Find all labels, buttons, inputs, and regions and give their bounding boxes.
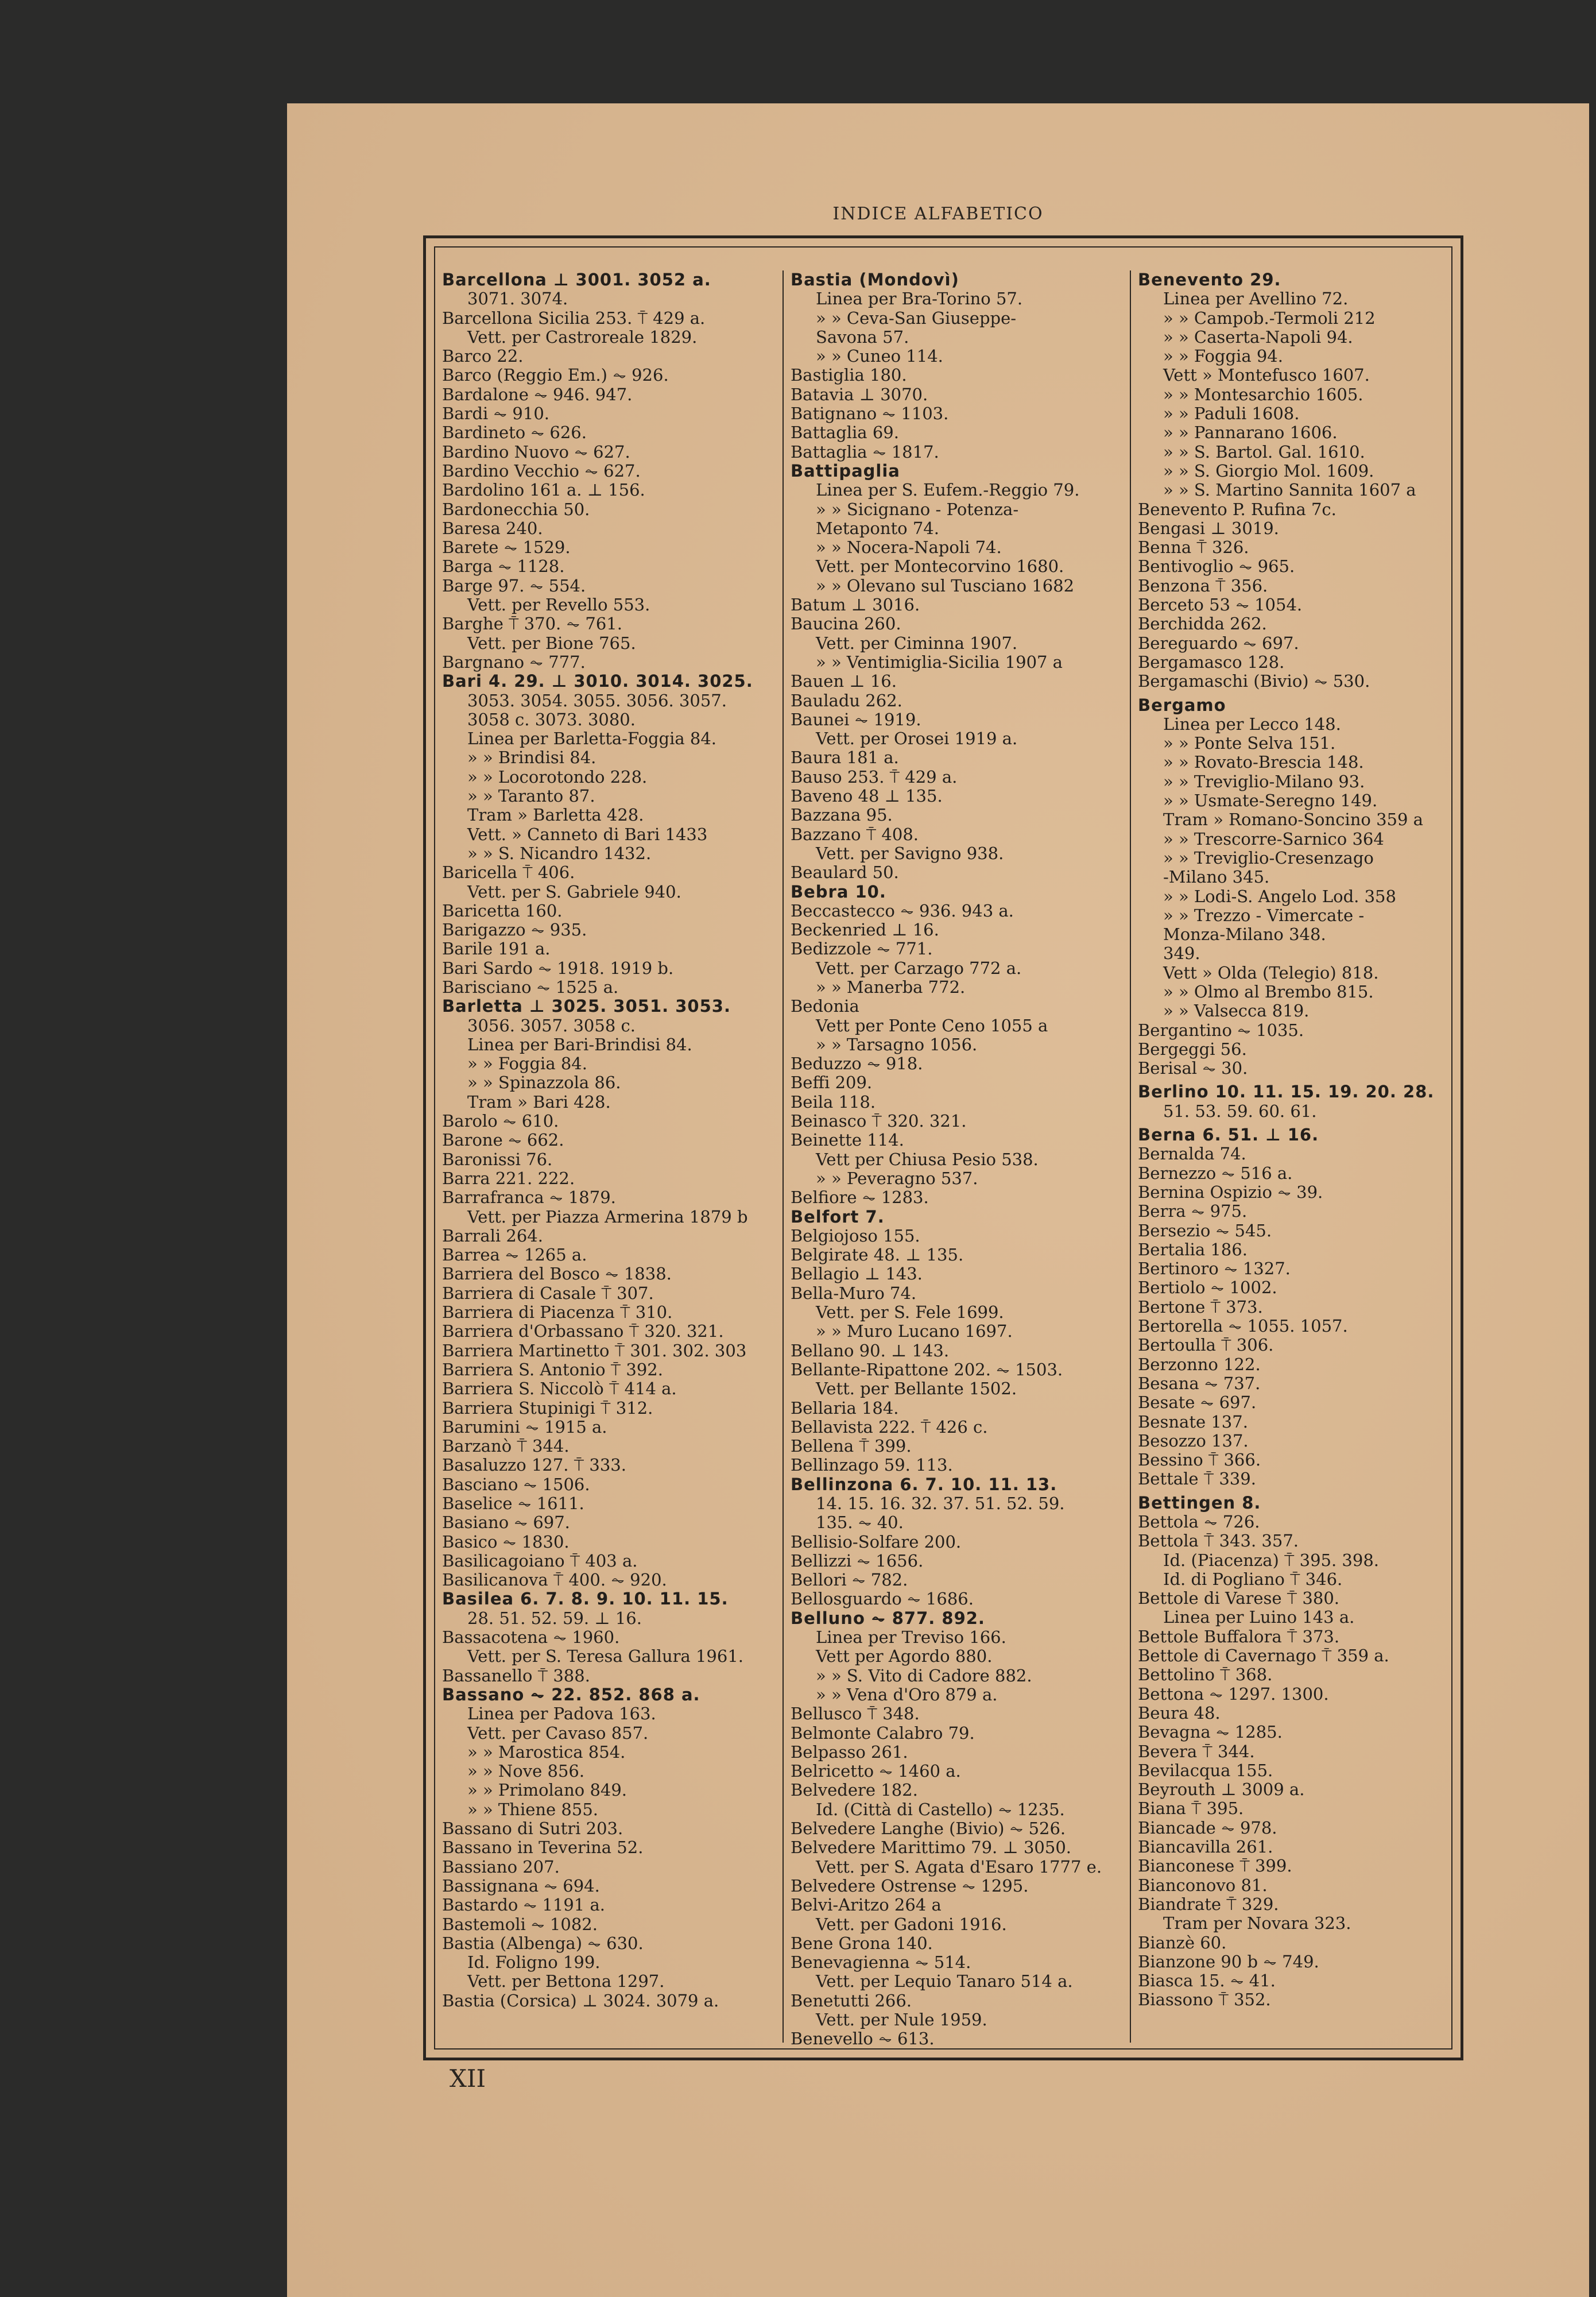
index-entry: Beila 118.	[791, 1092, 876, 1112]
index-entry: Bassiano 207.	[442, 1857, 560, 1877]
index-entry: Baricetta 160.	[442, 901, 563, 921]
index-entry: Basciano ⏦ 1506.	[442, 1475, 590, 1494]
index-entry: Bardino Vecchio ⏦ 627.	[442, 461, 641, 481]
index-frame-inner	[434, 246, 1452, 2049]
index-entry: Bettingen 8.	[1138, 1493, 1261, 1513]
index-entry: Bertiolo ⏦ 1002.	[1138, 1278, 1277, 1298]
index-entry: Bauladu 262.	[791, 691, 902, 710]
index-entry: Bardineto ⏦ 626.	[442, 423, 587, 443]
index-entry: Bertalia 186.	[1138, 1240, 1248, 1259]
index-entry: Bernezzo ⏦ 516 a.	[1138, 1163, 1293, 1183]
index-entry: Vett. per Bione 765.	[467, 633, 636, 653]
index-entry: Vett. per S. Gabriele 940.	[467, 882, 681, 902]
index-entry: » » Pannarano 1606.	[1163, 423, 1338, 443]
index-column-3	[1130, 270, 1469, 2043]
index-entry: Berra ⏦ 975.	[1138, 1202, 1248, 1221]
index-entry: Biasca 15. ⏦ 41.	[1138, 1971, 1276, 1991]
index-entry: Bardolino 161 a. ⊥ 156.	[442, 481, 645, 500]
index-entry: Basaluzzo 127. ⍑ 333.	[442, 1456, 626, 1475]
index-entry: Bettale ⍑ 339.	[1138, 1470, 1256, 1489]
index-entry: » » Olevano sul Tusciano 1682	[816, 576, 1075, 595]
index-entry: Besana ⏦ 737.	[1138, 1374, 1261, 1393]
index-entry: Barolo ⏦ 610.	[442, 1112, 559, 1131]
index-entry: Berna 6. 51. ⊥ 16.	[1138, 1126, 1319, 1145]
index-entry: Basilea 6. 7. 8. 9. 10. 11. 15.	[442, 1590, 729, 1609]
index-entry: Vett » Montefusco 1607.	[1163, 366, 1370, 385]
index-entry: Belluno ⏦ 877. 892.	[791, 1608, 985, 1628]
index-entry: Berlino 10. 11. 15. 19. 20. 28.	[1138, 1082, 1435, 1102]
index-entry: Biancavilla 261.	[1138, 1838, 1273, 1857]
index-entry: Bassacotena ⏦ 1960.	[442, 1628, 620, 1648]
index-entry: Bellizzi ⏦ 1656.	[791, 1551, 924, 1571]
index-entry: Bastia (Albenga) ⏦ 630.	[442, 1933, 644, 1953]
index-entry: Benevello ⏦ 613.	[791, 2029, 935, 2049]
index-entry: Monza-Milano 348.	[1163, 925, 1326, 945]
index-entry: Bedizzole ⏦ 771.	[791, 939, 933, 959]
index-entry: Bari Sardo ⏦ 1918. 1919 b.	[442, 958, 674, 978]
index-entry: Barriera Stupinigi ⍑ 312.	[442, 1398, 653, 1418]
index-entry: » » S. Vito di Cadore 882.	[816, 1666, 1032, 1685]
index-entry: Bettole di Cavernago ⍑ 359 a.	[1138, 1646, 1389, 1666]
index-entry: Baucina 260.	[791, 614, 901, 634]
index-entry: 3053. 3054. 3055. 3056. 3057.	[467, 691, 727, 710]
index-entry: Bettola ⍑ 343. 357.	[1138, 1532, 1299, 1551]
index-entry: Bergamaschi (Bivio) ⏦ 530.	[1138, 672, 1370, 691]
index-entry: Tram » Bari 428.	[467, 1092, 611, 1112]
index-entry: Bassano ⏦ 22. 852. 868 a.	[442, 1685, 700, 1704]
index-entry: Bardonecchia 50.	[442, 500, 590, 519]
index-entry: » » Treviglio-Cresenzago	[1163, 848, 1374, 868]
index-entry: Barriera del Bosco ⏦ 1838.	[442, 1264, 672, 1284]
index-entry: Linea per Bari-Brindisi 84.	[467, 1035, 692, 1054]
index-entry: Benevento 29.	[1138, 270, 1281, 289]
index-entry: » » Olmo al Brembo 815.	[1163, 982, 1374, 1001]
index-entry: Savona 57.	[816, 327, 909, 347]
index-entry: Belricetto ⏦ 1460 a.	[791, 1762, 961, 1781]
index-entry: Vett. per Orosei 1919 a.	[816, 729, 1018, 749]
index-entry: Bauen ⊥ 16.	[791, 672, 897, 691]
index-entry: Berzonno 122.	[1138, 1355, 1261, 1374]
index-entry: Besnate 137.	[1138, 1412, 1248, 1432]
index-entry: Batavia ⊥ 3070.	[791, 385, 928, 404]
index-entry: Vett. per Nule 1959.	[816, 2010, 987, 2030]
index-entry: » » Ponte Selva 151.	[1163, 734, 1336, 753]
index-entry: » » Muro Lucano 1697.	[816, 1322, 1013, 1341]
index-entry: » » S. Giorgio Mol. 1609.	[1163, 461, 1374, 481]
page-number: XII	[450, 2064, 486, 2093]
index-column-1	[435, 270, 774, 2043]
index-entry: Metaponto 74.	[816, 519, 939, 538]
index-entry: Bellori ⏦ 782.	[791, 1571, 908, 1590]
index-entry: Vett per Agordo 880.	[816, 1647, 993, 1666]
index-entry: Vett. per Cavaso 857.	[467, 1723, 649, 1743]
index-entry: » » Ceva-San Giuseppe-	[816, 308, 1017, 328]
index-entry: Belvedere Ostrense ⏦ 1295.	[791, 1876, 1029, 1896]
index-entry: » » Primolano 849.	[467, 1781, 627, 1800]
index-frame	[423, 235, 1463, 2060]
index-entry: Belgirate 48. ⊥ 135.	[791, 1246, 964, 1265]
index-entry: » » Foggia 84.	[467, 1054, 587, 1074]
index-entry: Benna ⍑ 326.	[1138, 538, 1249, 558]
index-entry: Bettona ⏦ 1297. 1300.	[1138, 1684, 1329, 1704]
index-entry: Bettole Buffalora ⍑ 373.	[1138, 1627, 1340, 1646]
index-entry: Barghe ⍑ 370. ⏦ 761.	[442, 614, 622, 634]
index-entry: Battipaglia	[791, 461, 900, 481]
index-entry: Beyrouth ⊥ 3009 a.	[1138, 1780, 1305, 1800]
index-entry: Bellavista 222. ⍑ 426 c.	[791, 1417, 988, 1437]
index-entry: » » Ventimiglia-Sicilia 1907 a	[816, 652, 1063, 672]
index-entry: Bari 4. 29. ⊥ 3010. 3014. 3025.	[442, 672, 753, 691]
index-entry: Tram » Barletta 428.	[467, 806, 644, 825]
index-entry: Beaulard 50.	[791, 863, 899, 883]
index-entry: Beduzzo ⏦ 918.	[791, 1054, 923, 1074]
index-entry: Barrea ⏦ 1265 a.	[442, 1246, 587, 1265]
index-entry: » » Manerba 772.	[816, 977, 966, 997]
index-entry: Belvi-Aritzo 264 a	[791, 1896, 942, 1915]
index-entry: Vett » Olda (Telegio) 818.	[1163, 963, 1379, 983]
index-entry: Vett per Ponte Ceno 1055 a	[816, 1016, 1048, 1035]
index-entry: Vett. per Montecorvino 1680.	[816, 557, 1064, 577]
index-entry: Bellusco ⍑ 348.	[791, 1704, 920, 1724]
index-entry: Bargnano ⏦ 777.	[442, 652, 586, 672]
index-entry: » » S. Bartol. Gal. 1610.	[1163, 442, 1365, 462]
index-entry: Barone ⏦ 662.	[442, 1131, 564, 1150]
index-entry: Biassono ⍑ 352.	[1138, 1990, 1271, 2010]
index-entry: Bergantino ⏦ 1035.	[1138, 1020, 1304, 1040]
index-entry: Baselice ⏦ 1611.	[442, 1494, 584, 1513]
index-entry: » » Rovato-Brescia 148.	[1163, 753, 1364, 772]
index-entry: Id. (Città di Castello) ⏦ 1235.	[816, 1800, 1065, 1819]
index-entry: Barriera S. Antonio ⍑ 392.	[442, 1360, 663, 1379]
index-entry: Biancade ⏦ 978.	[1138, 1818, 1277, 1838]
index-entry: Linea per Padova 163.	[467, 1704, 656, 1724]
index-entry: » » Locorotondo 228.	[467, 767, 648, 787]
index-entry: Bazzana 95.	[791, 806, 893, 825]
index-entry: Bardino Nuovo ⏦ 627.	[442, 442, 630, 462]
index-entry: Barrafranca ⏦ 1879.	[442, 1188, 616, 1208]
page-header: INDICE ALFABETICO	[832, 204, 1044, 224]
index-entry: Barge 97. ⏦ 554.	[442, 576, 586, 595]
index-entry: Belmonte Calabro 79.	[791, 1723, 975, 1743]
index-entry: Barco (Reggio Em.) ⏦ 926.	[442, 366, 669, 385]
index-entry: Barumini ⏦ 1915 a.	[442, 1417, 607, 1437]
index-entry: » » Paduli 1608.	[1163, 404, 1300, 424]
index-entry: Barcellona Sicilia 253. ⍑ 429 a.	[442, 308, 706, 328]
index-entry: Bengasi ⊥ 3019.	[1138, 519, 1279, 538]
index-entry: Bergamo	[1138, 695, 1226, 715]
index-entry: Benzona ⍑ 356.	[1138, 576, 1268, 595]
index-entry: Vett. per Carzago 772 a.	[816, 958, 1022, 978]
index-entry: Bianconese ⍑ 399.	[1138, 1857, 1292, 1876]
index-entry: Berceto 53 ⏦ 1054.	[1138, 595, 1303, 615]
index-entry: Bassignana ⏦ 694.	[442, 1876, 600, 1896]
index-entry: Biandrate ⍑ 329.	[1138, 1894, 1279, 1914]
index-entry: Belvedere Marittimo 79. ⊥ 3050.	[791, 1838, 1071, 1858]
index-entry: Bereguardo ⏦ 697.	[1138, 633, 1299, 653]
index-entry: Barcellona ⊥ 3001. 3052 a.	[442, 270, 711, 289]
index-entry: 28. 51. 52. 59. ⊥ 16.	[467, 1608, 642, 1628]
index-entry: » » Usmate-Seregno 149.	[1163, 791, 1378, 811]
index-entry: » » S. Nicandro 1432.	[467, 844, 652, 863]
index-entry: Bettola ⏦ 726.	[1138, 1513, 1260, 1532]
index-entry: Belvedere Langhe (Bivio) ⏦ 526.	[791, 1819, 1066, 1839]
index-entry: Basiano ⏦ 697.	[442, 1513, 570, 1533]
index-entry: » » Caserta-Napoli 94.	[1163, 327, 1353, 347]
index-entry: Bene Grona 140.	[791, 1933, 933, 1953]
index-entry: Belvedere 182.	[791, 1781, 918, 1800]
index-entry: Bazzano ⍑ 408.	[791, 825, 919, 844]
index-entry: » » Trezzo - Vimercate -	[1163, 906, 1365, 925]
index-entry: Vett. per Savigno 938.	[816, 844, 1004, 863]
index-entry: Linea per Luino 143 a.	[1163, 1608, 1355, 1627]
index-entry: Bellena ⍑ 399.	[791, 1437, 912, 1456]
index-entry: Bianzè 60.	[1138, 1933, 1227, 1952]
index-entry: Linea per Treviso 166.	[816, 1628, 1006, 1648]
index-entry: Bellagio ⊥ 143.	[791, 1264, 923, 1284]
index-entry: » » Tarsagno 1056.	[816, 1035, 978, 1054]
index-entry: » » Marostica 854.	[467, 1742, 626, 1762]
index-entry: Beinasco ⍑ 320. 321.	[791, 1112, 967, 1131]
book-page	[287, 103, 1589, 2297]
index-entry: Vett. per Lequio Tanaro 514 a.	[816, 1972, 1073, 1991]
index-entry: Vett. per Castroreale 1829.	[467, 327, 698, 347]
index-column-2	[782, 270, 1121, 2049]
index-entry: Beura 48.	[1138, 1703, 1221, 1723]
index-entry: Barete ⏦ 1529.	[442, 538, 571, 558]
index-entry: Vett. per Bettona 1297.	[467, 1972, 665, 1991]
index-entry: Battaglia 69.	[791, 423, 899, 443]
index-entry: » » Lodi-S. Angelo Lod. 358	[1163, 887, 1396, 906]
index-entry: Bentivoglio ⏦ 965.	[1138, 557, 1295, 577]
index-entry: Id. di Pogliano ⍑ 346.	[1163, 1569, 1343, 1589]
index-entry: Bernalda 74.	[1138, 1144, 1246, 1164]
index-entry: Id. (Piacenza) ⍑ 395. 398.	[1163, 1550, 1380, 1570]
index-entry: Batignano ⏦ 1103.	[791, 404, 949, 424]
index-entry: Bassano in Teverina 52.	[442, 1838, 644, 1858]
index-entry: Bellante-Ripattone 202. ⏦ 1503.	[791, 1360, 1063, 1379]
index-entry: Barile 191 a.	[442, 939, 551, 959]
index-entry: Bastia (Corsica) ⊥ 3024. 3079 a.	[442, 1991, 719, 2010]
index-entry: Vett. per S. Agata d'Esaro 1777 e.	[816, 1857, 1102, 1877]
index-entry: Bianzone 90 b ⏦ 749.	[1138, 1952, 1319, 1971]
index-entry: Bastia (Mondovì)	[791, 270, 959, 289]
index-entry: Vett. per Ciminna 1907.	[816, 633, 1018, 653]
index-entry: » » Sicignano - Potenza-	[816, 500, 1019, 519]
index-entry: Berisal ⏦ 30.	[1138, 1059, 1248, 1078]
index-entry: » » Brindisi 84.	[467, 748, 596, 768]
index-entry: Bardalone ⏦ 946. 947.	[442, 385, 633, 404]
index-entry: Bianconovo 81.	[1138, 1876, 1268, 1895]
index-entry: Beckenried ⊥ 16.	[791, 921, 939, 940]
index-entry: Belpasso 261.	[791, 1742, 908, 1762]
index-entry: Baresa 240.	[442, 519, 543, 538]
index-entry: Vett. per Piazza Armerina 1879 b	[467, 1207, 748, 1227]
index-entry: Vett per Chiusa Pesio 538.	[816, 1150, 1039, 1169]
index-entry: 14. 15. 16. 32. 37. 51. 52. 59.	[816, 1494, 1065, 1513]
index-entry: Bernina Ospizio ⏦ 39.	[1138, 1182, 1323, 1202]
index-entry: Basilicagoiano ⍑ 403 a.	[442, 1551, 638, 1571]
index-entry: Barga ⏦ 1128.	[442, 557, 565, 577]
index-entry: Besate ⏦ 697.	[1138, 1393, 1257, 1413]
index-entry: Baronissi 76.	[442, 1150, 553, 1169]
index-entry: Vett. per Revello 553.	[467, 595, 650, 615]
index-entry: Linea per Lecco 148.	[1163, 714, 1341, 734]
index-entry: Bastardo ⏦ 1191 a.	[442, 1896, 605, 1915]
index-entry: Bertinoro ⏦ 1327.	[1138, 1259, 1291, 1279]
index-entry: Bessino ⍑ 366.	[1138, 1451, 1261, 1470]
index-entry: » » Montesarchio 1605.	[1163, 385, 1363, 404]
index-entry: 3071. 3074.	[467, 289, 568, 309]
index-entry: » » Nocera-Napoli 74.	[816, 538, 1002, 558]
index-entry: Beffi 209.	[791, 1073, 873, 1093]
index-entry: 349.	[1163, 944, 1200, 964]
index-entry: Barriera S. Niccolò ⍑ 414 a.	[442, 1379, 677, 1399]
index-entry: » » Spinazzola 86.	[467, 1073, 621, 1093]
index-entry: Barzanò ⍑ 344.	[442, 1437, 570, 1456]
index-entry: » » S. Martino Sannita 1607 a	[1163, 481, 1416, 500]
index-entry: Bergeggi 56.	[1138, 1039, 1247, 1059]
index-entry: Id. Foligno 199.	[467, 1953, 601, 1973]
index-entry: Bebra 10.	[791, 882, 886, 902]
index-entry: Belgiojoso 155.	[791, 1226, 920, 1246]
index-entry: Linea per Avellino 72.	[1163, 289, 1349, 309]
index-entry: 51. 53. 59. 60. 61.	[1163, 1101, 1317, 1121]
index-entry: » » Peveragno 537.	[816, 1169, 978, 1188]
index-entry: Baunei ⏦ 1919.	[791, 710, 921, 729]
index-entry: » » Taranto 87.	[467, 787, 595, 806]
index-entry: Barletta ⊥ 3025. 3051. 3053.	[442, 997, 731, 1016]
index-entry: » » Nove 856.	[467, 1762, 585, 1781]
index-entry: Barriera di Piacenza ⍑ 310.	[442, 1303, 673, 1322]
index-entry: Bettolino ⍑ 368.	[1138, 1665, 1273, 1685]
index-entry: Battaglia ⏦ 1817.	[791, 442, 939, 462]
index-entry: Bergamasco 128.	[1138, 652, 1285, 672]
index-entry: 3058 c. 3073. 3080.	[467, 710, 636, 729]
index-entry: Bassano di Sutri 203.	[442, 1819, 623, 1839]
index-entry: Baveno 48 ⊥ 135.	[791, 787, 943, 806]
index-entry: Barriera Martinetto ⍑ 301. 302. 303	[442, 1341, 747, 1360]
index-entry: Bastemoli ⏦ 1082.	[442, 1915, 598, 1934]
index-entry: Basico ⏦ 1830.	[442, 1532, 570, 1552]
index-entry: Bertorella ⏦ 1055. 1057.	[1138, 1317, 1348, 1336]
index-entry: Bellosguardo ⏦ 1686.	[791, 1590, 974, 1609]
index-entry: Benevento P. Rufina 7c.	[1138, 500, 1337, 519]
index-entry: Biana ⍑ 395.	[1138, 1799, 1244, 1819]
index-entry: -Milano 345.	[1163, 868, 1270, 887]
index-entry: Baricella ⍑ 406.	[442, 863, 575, 883]
index-entry: Belfort 7.	[791, 1207, 885, 1227]
index-entry: Tram » Romano-Soncino 359 a	[1163, 810, 1423, 830]
index-entry: Vett. per Gadoni 1916.	[816, 1915, 1007, 1934]
index-entry: Bardi ⏦ 910.	[442, 404, 550, 424]
index-entry: » » Valsecca 819.	[1163, 1001, 1310, 1021]
index-entry: Besozzo 137.	[1138, 1431, 1249, 1451]
index-entry: Bevagna ⏦ 1285.	[1138, 1723, 1283, 1742]
index-entry: Vett. per S. Teresa Gallura 1961.	[467, 1647, 744, 1666]
index-entry: Linea per Barletta-Foggia 84.	[467, 729, 717, 749]
index-entry: Beccastecco ⏦ 936. 943 a.	[791, 901, 1014, 921]
index-entry: 135. ⏦ 40.	[816, 1513, 904, 1533]
index-entry: Bellano 90. ⊥ 143.	[791, 1341, 950, 1360]
index-entry: Bastiglia 180.	[791, 366, 907, 385]
index-entry: Barriera di Casale ⍑ 307.	[442, 1283, 654, 1303]
index-entry: Baura 181 a.	[791, 748, 899, 768]
index-entry: Bersezio ⏦ 545.	[1138, 1221, 1272, 1240]
index-entry: Bella-Muro 74.	[791, 1283, 917, 1303]
index-entry: Bedonia	[791, 997, 859, 1016]
index-entry: » » Foggia 94.	[1163, 347, 1283, 366]
index-entry: Vett. per S. Fele 1699.	[816, 1303, 1004, 1322]
index-entry: Vett. » Canneto di Bari 1433	[467, 825, 708, 844]
index-entry: Bellaria 184.	[791, 1398, 899, 1418]
index-entry: Bettole di Varese ⍑ 380.	[1138, 1589, 1339, 1608]
index-entry: Batum ⊥ 3016.	[791, 595, 920, 615]
index-entry: Basilicanova ⍑ 400. ⏦ 920.	[442, 1571, 667, 1590]
index-entry: Barigazzo ⏦ 935.	[442, 921, 587, 940]
index-entry: Linea per Bra-Torino 57.	[816, 289, 1023, 309]
index-entry: » » Vena d'Oro 879 a.	[816, 1685, 998, 1704]
index-entry: 3056. 3057. 3058 c.	[467, 1016, 636, 1035]
index-entry: Berchidda 262.	[1138, 614, 1267, 634]
index-entry: Bellinzago 59. 113.	[791, 1456, 953, 1475]
index-entry: Bassanello ⍑ 388.	[442, 1666, 590, 1685]
index-entry: Tram per Novara 323.	[1163, 1914, 1351, 1933]
index-entry: » » Trescorre-Sarnico 364	[1163, 829, 1384, 849]
index-entry: Linea per S. Eufem.-Reggio 79.	[816, 481, 1080, 500]
index-entry: Barriera d'Orbassano ⍑ 320. 321.	[442, 1322, 724, 1341]
index-entry: Beinette 114.	[791, 1131, 904, 1150]
index-entry: Belfiore ⏦ 1283.	[791, 1188, 929, 1208]
index-entry: Barrali 264.	[442, 1226, 543, 1246]
index-entry: Bevera ⍑ 344.	[1138, 1742, 1255, 1761]
index-entry: » » Campob.-Termoli 212	[1163, 308, 1376, 328]
index-entry: Bertone ⍑ 373.	[1138, 1297, 1263, 1317]
index-entry: » » Treviglio-Milano 93.	[1163, 772, 1365, 791]
index-entry: » » Thiene 855.	[467, 1800, 599, 1819]
index-entry: Barra 221. 222.	[442, 1169, 575, 1188]
index-entry: Bellisio-Solfare 200.	[791, 1532, 962, 1552]
index-entry: Benevagienna ⏦ 514.	[791, 1953, 971, 1973]
index-entry: Bellinzona 6. 7. 10. 11. 13.	[791, 1475, 1057, 1494]
index-entry: Vett. per Bellante 1502.	[816, 1379, 1017, 1399]
index-entry: Benetutti 266.	[791, 1991, 912, 2010]
index-entry: Bertoulla ⍑ 306.	[1138, 1336, 1274, 1355]
index-entry: Bevilacqua 155.	[1138, 1761, 1273, 1780]
index-entry: Barco 22.	[442, 347, 524, 366]
index-entry: Bauso 253. ⍑ 429 a.	[791, 767, 958, 787]
index-entry: Barisciano ⏦ 1525 a.	[442, 977, 619, 997]
index-entry: » » Cuneo 114.	[816, 347, 943, 366]
